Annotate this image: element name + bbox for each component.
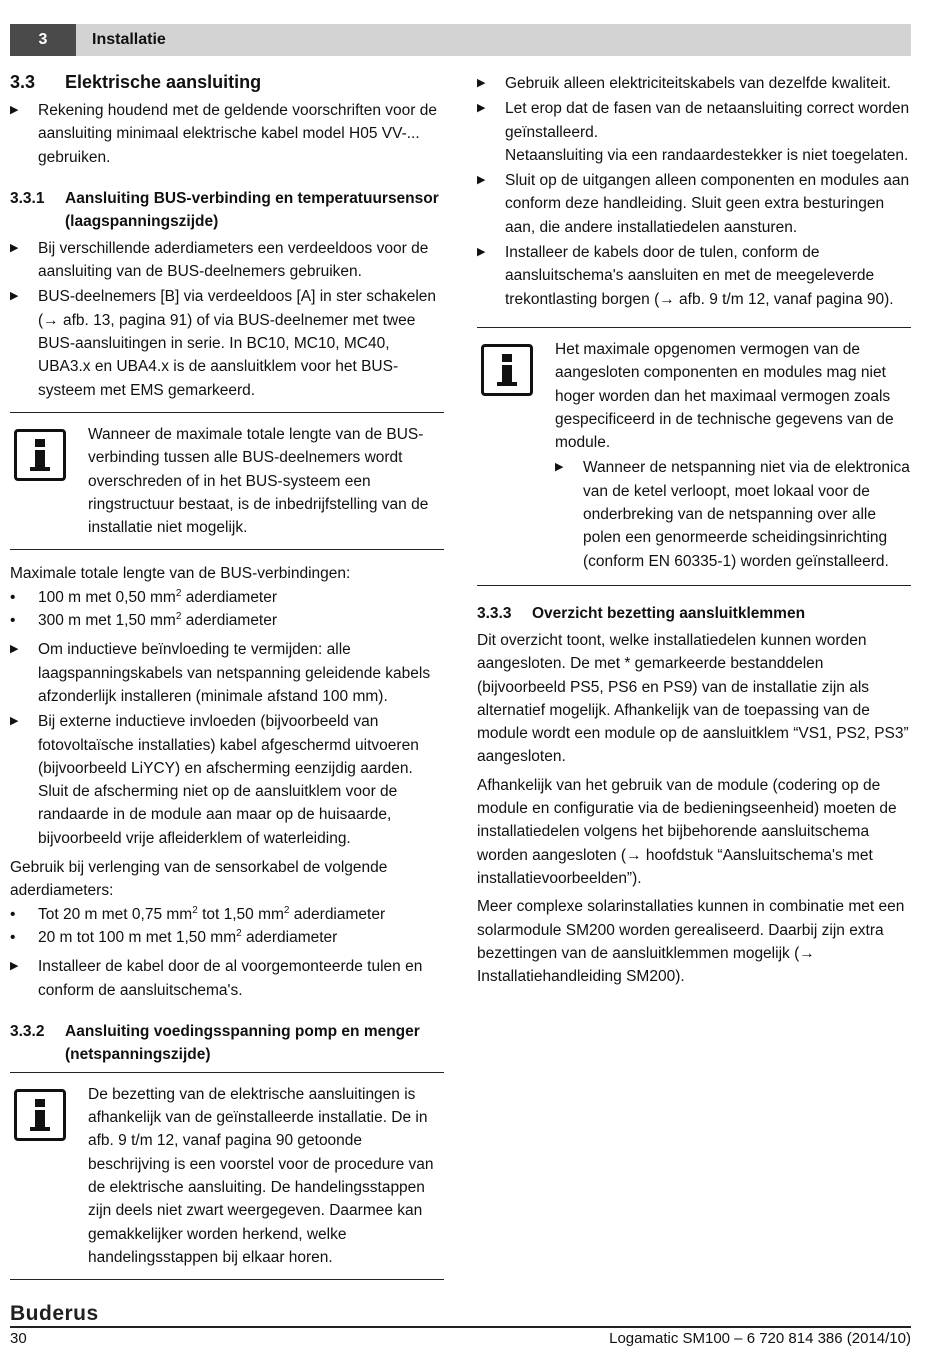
instruction-text: BUS-deelnemers [B] via verdeeldoos [A] in ster schakelen (→ afb. 13, pagina 91) of via BUS-deelnemer met twee BUS-aansluitingen in serie. In BC10, MC10, MC40, UBA3.x en UBA4.x is de aansluitklem voor het BUS-systeem met EMS gemarkeerd.	[38, 288, 437, 399]
arrow-bullet-icon: ▶	[10, 715, 19, 728]
instruction-text: Installeer de kabel door de al voorgemonteerde tulen en conform de aansluitschema's.	[38, 958, 423, 999]
arrow-bullet-icon: ▶	[477, 174, 486, 187]
section-number: 3.3.3	[477, 604, 512, 622]
note-text: Het maximale opgenomen vermogen van de aangesloten componenten en modules mag niet hoger worden dan het maximaal vermogen zoals gespecificeerd in de technische gegevens van de module.	[555, 340, 894, 452]
instruction-text: Om inductieve beïnvloeding te vermijden: alle laagspanningskabels van netspanning geleidende kabels afzonderlijk installeren (minimale afstand 100 mm).	[38, 641, 431, 705]
instruction-item	[477, 241, 911, 311]
instruction-text: Gebruik alleen elektriciteitskabels van dezelfde kwaliteit.	[505, 75, 891, 92]
info-note	[10, 1072, 444, 1280]
section-title: Elektrische aansluiting	[65, 72, 262, 92]
arrow-bullet-icon: ▶	[10, 104, 19, 116]
instruction-note: Netaansluiting via een randaardestekker is niet toegelaten.	[505, 146, 909, 164]
arrow-bullet-icon: ▶	[10, 960, 19, 973]
page-number: 30	[10, 1330, 27, 1347]
instruction-text: Installeer de kabels door de tulen, conform de aansluitschema's aansluiten en met de meegeleverde trekontlasting borgen (→ afb. 9 t/m 12, vanaf pagina 90).	[505, 244, 894, 308]
arrow-bullet-icon: ▶	[10, 643, 19, 656]
section-title: Aansluiting BUS-verbinding en temperatuursensor (laagspanningszijde)	[65, 189, 439, 230]
note-text: Wanneer de maximale totale lengte van de BUS-verbinding tussen alle BUS-deelnemers wordt overschreden of in het BUS-systeem een ringstructuur bestaat, is de inbedrijfstelling van de installatie niet mogelijk.	[88, 425, 429, 537]
info-icon	[10, 1083, 88, 1269]
list-item	[10, 609, 444, 632]
left-column	[10, 72, 444, 1292]
list-item	[10, 586, 444, 609]
instruction-item	[555, 456, 911, 572]
instruction-item	[10, 285, 444, 401]
instruction-item	[477, 72, 911, 95]
superscript: 2	[175, 611, 182, 623]
right-column	[477, 72, 911, 993]
list-item	[10, 926, 444, 949]
arrow-bullet-icon: ▶	[477, 77, 486, 89]
list-text: aderdiameter	[181, 612, 278, 630]
section-heading-3-3	[10, 72, 444, 93]
info-note	[10, 412, 444, 550]
section-title: Aansluiting voedingsspanning pomp en menger (netspanningszijde)	[65, 1022, 420, 1063]
info-note	[477, 327, 911, 586]
section-number: 3.3.2	[10, 1022, 45, 1040]
paragraph: Afhankelijk van het gebruik van de module (codering op de module en configuratie via de bedieningseenheid) moeten de installatiedelen volgens het bijbehorende aansluitschema worden aangesloten (→ hoofdstuk “Aansluitschema's met installatievoorbeelden”).	[477, 776, 897, 887]
instruction-item	[10, 99, 444, 169]
info-icon	[477, 338, 555, 575]
superscript: 2	[283, 904, 290, 916]
instruction-text: Rekening houdend met de geldende voorschriften voor de aansluiting minimaal elektrische kabel model H05 VV-... gebruiken.	[38, 102, 437, 166]
instruction-item	[477, 97, 911, 167]
bullet-dot: •	[10, 928, 16, 946]
chapter-header	[10, 24, 911, 56]
paragraph: Gebruik bij verlenging van de sensorkabel de volgende aderdiameters:	[10, 859, 388, 900]
note-text: De bezetting van de elektrische aansluitingen is afhankelijk van de geïnstalleerde installatie. De in afb. 9 t/m 12, vanaf pagina 90 getoonde beschrijving is een voorstel voor de procedure van de elektrische aansluiting. De handelingsstappen zijn deels niet zwart weergegeven. Daarmee kan gemakkelijker worden herkend, welke handelingsstappen bij elkaar horen.	[88, 1085, 434, 1266]
section-number: 3.3.1	[10, 189, 45, 207]
footer-divider	[10, 1326, 911, 1328]
section-heading-3-3-2	[10, 1020, 444, 1066]
section-title: Overzicht bezetting aansluitklemmen	[532, 604, 806, 622]
bullet-dot: •	[10, 905, 16, 923]
paragraph: Maximale totale lengte van de BUS-verbindingen:	[10, 565, 351, 583]
section-heading-3-3-1	[10, 187, 444, 233]
arrow-bullet-icon: ▶	[10, 290, 19, 303]
document-reference: Logamatic SM100 – 6 720 814 386 (2014/10)	[609, 1330, 911, 1347]
instruction-text: Wanneer de netspanning niet via de elektronica van de ketel verloopt, moet lokaal voor de onderbreking van de netspanning over alle polen een genormeerde scheidingsinrichting (conform EN 60335-1) worden geïnstalleerd.	[583, 459, 910, 570]
arrow-bullet-icon: ▶	[477, 102, 486, 115]
instruction-text: Let erop dat de fasen van de netaansluiting correct worden geïnstalleerd.	[505, 100, 910, 141]
instruction-item	[10, 955, 444, 1002]
instruction-item	[10, 237, 444, 284]
list-item	[10, 903, 444, 926]
instruction-item	[477, 169, 911, 239]
list-text: 300 m met 1,50 mm	[38, 612, 176, 630]
superscript: 2	[236, 927, 242, 939]
section-heading-3-3-3	[477, 602, 911, 625]
list-text: tot 1,50 mm	[197, 905, 284, 923]
instruction-item	[10, 638, 444, 708]
info-icon	[10, 423, 88, 539]
arrow-bullet-icon: ▶	[10, 241, 19, 254]
bullet-dot: •	[10, 612, 16, 630]
superscript: 2	[192, 904, 198, 916]
list-text: Tot 20 m met 0,75 mm	[38, 905, 193, 923]
instruction-item	[10, 710, 444, 850]
chapter-number: 3	[10, 24, 76, 56]
list-text: aderdiameter	[181, 588, 278, 606]
arrow-bullet-icon: ▶	[555, 461, 564, 474]
brand-logo: Buderus	[10, 1302, 99, 1325]
instruction-text: Bij externe inductieve invloeden (bijvoorbeeld van fotovoltaïsche installaties) kabel afgeschermd uitvoeren (bijvoorbeeld LiYCY) en afscherming eenzijdig aarden. Sluit de afscherming niet op de aansluitklem voor de randaarde in de module aan maar op de huisaarde, bijvoorbeeld vrije afleiderklem of waterleiding.	[38, 713, 419, 847]
paragraph: Meer complexe solarinstallaties kunnen in combinatie met een solarmodule SM200 worden gerealiseerd. Daarbij zijn extra bezettingen van de aansluitklemmen mogelijk (→ Installatiehandleiding SM200).	[477, 898, 905, 986]
instruction-text: Sluit op de uitgangen alleen componenten en modules aan conform deze handleiding. Sluit geen extra besturingen aan, die andere installatiedelen aansturen.	[505, 172, 910, 236]
paragraph: Dit overzicht toont, welke installatiedelen kunnen worden aangesloten. De met * gemarkeerde bestanddelen (bijvoorbeeld PS5, PS6 en PS9) van de installatie zijn als alternatief mogelijk. Afhankelijk van de toepassing van de module wordt een module op de aansluitklem “VS1, PS2, PS3” aangesloten.	[477, 631, 909, 766]
list-text: 20 m tot 100 m met 1,50 mm	[38, 928, 237, 946]
list-text: aderdiameter	[289, 905, 386, 923]
chapter-title: Installatie	[92, 31, 166, 48]
list-text: 100 m met 0,50 mm	[38, 588, 176, 606]
bullet-dot: •	[10, 588, 16, 606]
list-text: aderdiameter	[241, 928, 338, 946]
instruction-text: Bij verschillende aderdiameters een verdeeldoos voor de aansluiting van de BUS-deelnemers gebruiken.	[38, 239, 429, 281]
superscript: 2	[175, 587, 182, 599]
section-number: 3.3	[10, 72, 36, 92]
arrow-bullet-icon: ▶	[477, 246, 486, 259]
